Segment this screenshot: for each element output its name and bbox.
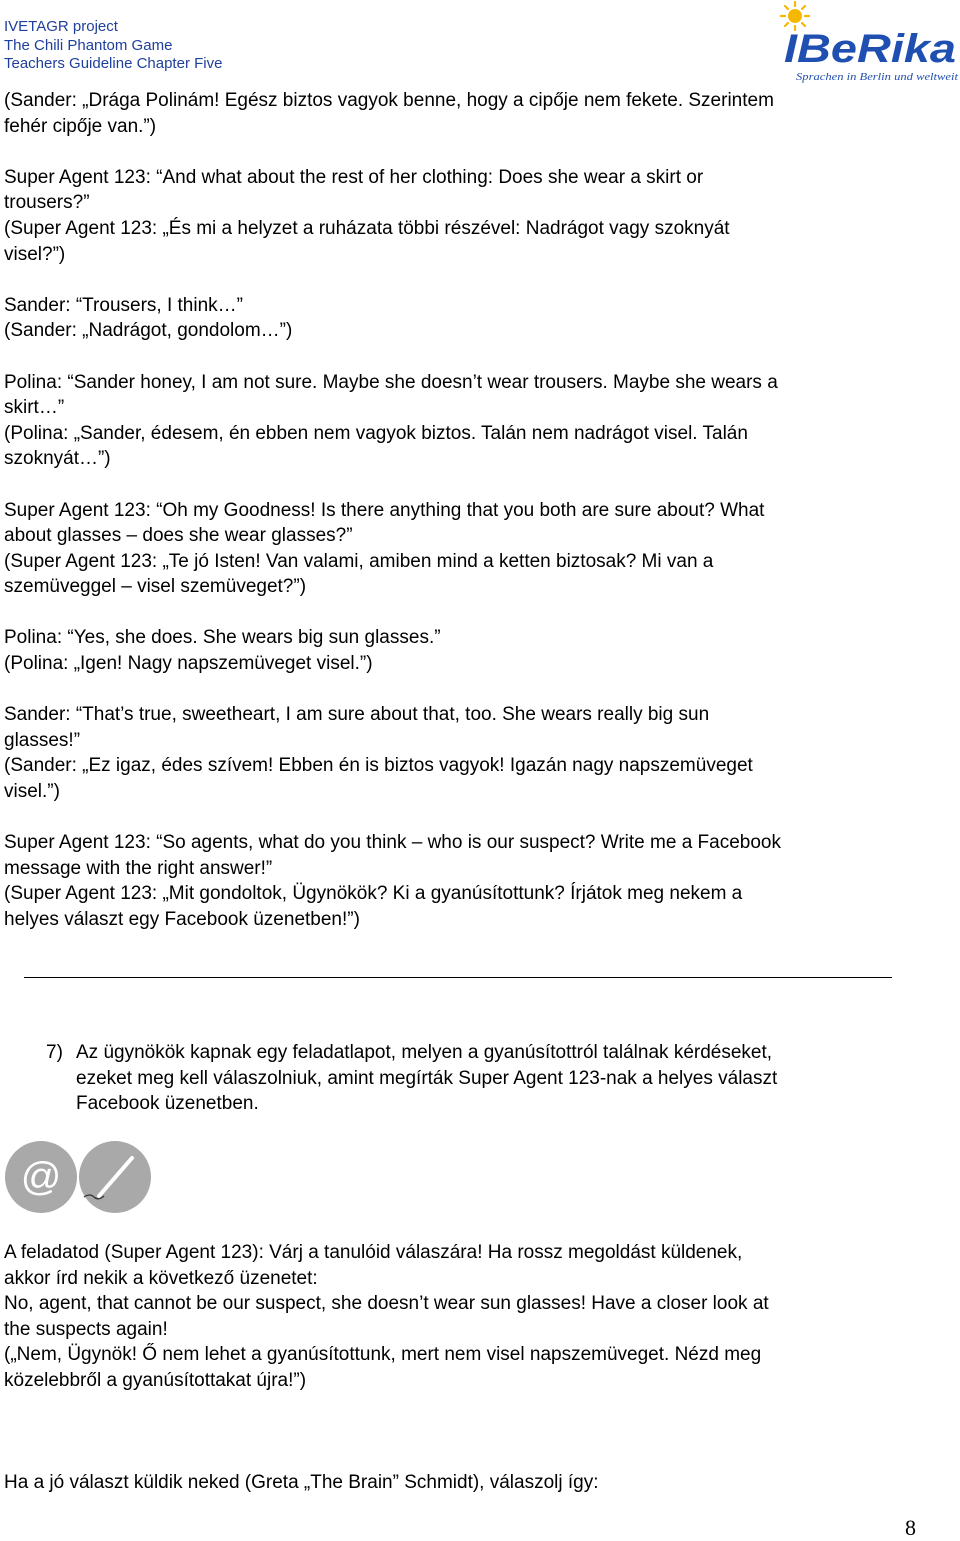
task-item: [46, 1040, 906, 1117]
pen-icon: [79, 1141, 151, 1213]
instruction-line: the suspects again!: [4, 1318, 168, 1340]
dialogue-line: message with the right answer!”: [4, 857, 273, 879]
dialogue-line: Sander: “Trousers, I think…”: [4, 294, 243, 316]
dialogue-line: (Super Agent 123: „És mi a helyzet a ruházata többi részével: Nadrágot vagy szoknyát: [4, 217, 730, 239]
dialogue-line: Super Agent 123: “And what about the rest of her clothing: Does she wear a skirt or: [4, 166, 704, 188]
dialogue-line: (Super Agent 123: „Mit gondoltok, Ügynökök? Ki a gyanúsítottunk? Írjátok meg nekem a: [4, 883, 743, 905]
dialogue-line: szemüveggel – visel szemüveget?”): [4, 576, 307, 598]
dialogue-line: glasses!”: [4, 729, 81, 751]
dialogue-line: Polina: “Sander honey, I am not sure. Maybe she doesn’t wear trousers. Maybe she wears a: [4, 371, 778, 393]
dialogue-line: szoknyát…”): [4, 448, 111, 470]
instruction-line: Ha a jó választ küldik neked (Greta „The Brain” Schmidt), válaszolj így:: [4, 1472, 599, 1493]
dialogue-line: Super Agent 123: “So agents, what do you think – who is our suspect? Write me a Facebook: [4, 832, 781, 854]
dialogue-line: (Super Agent 123: „Te jó Isten! Van valami, amiben mind a ketten biztosak? Mi van a: [4, 550, 714, 572]
dialogue-line: (Polina: „Sander, édesem, én ebben nem vagyok biztos. Talán nem nadrágot visel. Talán: [4, 422, 748, 444]
dialogue-line: Super Agent 123: “Oh my Goodness! Is there anything that you both are sure about? What: [4, 499, 765, 521]
instruction-line: No, agent, that cannot be our suspect, she doesn’t wear sun glasses! Have a closer look at: [4, 1293, 769, 1315]
svg-text:@: @: [20, 1155, 62, 1199]
dialogue-line: visel.”): [4, 781, 60, 803]
dialogue-line: (Polina: „Igen! Nagy napszemüveget visel.”): [4, 653, 373, 675]
dialogue-line: (Sander: „Nadrágot, gondolom…”): [4, 320, 293, 342]
dialogue-line: about glasses – does she wear glasses?”: [4, 525, 353, 547]
section-divider: [24, 977, 892, 978]
dialogue-line: helyes választ egy Facebook üzenetben!”): [4, 909, 360, 930]
instruction-line: („Nem, Ügynök! Ő nem lehet a gyanúsítottunk, mert nem visel napszemüveget. Nézd meg: [4, 1344, 762, 1366]
document-header: [4, 18, 222, 74]
dialogue-line: fehér cipője van.”): [4, 115, 157, 137]
task-number: 7): [46, 1042, 63, 1063]
iberika-logo: [774, 0, 960, 86]
dialogue-line: (Sander: „Drága Polinám! Egész biztos vagyok benne, hogy a cipője nem fekete. Szerintem: [4, 90, 774, 111]
dialogue-line: Polina: “Yes, she does. She wears big sun glasses.”: [4, 627, 441, 649]
final-instruction: [4, 1470, 934, 1496]
instruction-line: A feladatod (Super Agent 123): Várj a tanulóid válaszára! Ha rossz megoldást küldenek,: [4, 1242, 743, 1263]
dialogue-line: visel?”): [4, 243, 66, 265]
dialogue-line: trousers?”: [4, 192, 90, 214]
sun-icon: [781, 2, 809, 30]
dialogue-section: [4, 88, 934, 933]
task-icons: [4, 1140, 152, 1214]
task-text: Az ügynökök kapnak egy feladatlapot, melyen a gyanúsítottról találnak kérdéseket,: [76, 1042, 773, 1063]
dialogue-line: Sander: “That’s true, sweetheart, I am sure about that, too. She wears really big sun: [4, 704, 710, 726]
header-game: The Chili Phantom Game: [4, 36, 173, 54]
task-text: Facebook üzenetben.: [76, 1093, 259, 1115]
instruction-line: akkor írd nekik a következő üzenetet:: [4, 1267, 318, 1289]
dialogue-line: skirt…”: [4, 397, 65, 419]
dialogue-line: (Sander: „Ez igaz, édes szívem! Ebben én is biztos vagyok! Igazán nagy napszemüveget: [4, 755, 753, 777]
page-number: 8: [905, 1515, 916, 1540]
instructions-section: [4, 1240, 934, 1394]
email-icon: [5, 1141, 77, 1213]
logo-wordmark: IBeRika: [784, 27, 956, 71]
task-text: ezeket meg kell válaszolniuk, amint megírták Super Agent 123-nak a helyes választ: [76, 1067, 778, 1089]
logo-tagline: Sprachen in Berlin und weltweit: [796, 71, 960, 83]
header-project: IVETAGR project: [4, 18, 118, 35]
header-chapter: Teachers Guideline Chapter Five: [4, 55, 223, 72]
instruction-line: közelebbről a gyanúsítottakat újra!”): [4, 1369, 307, 1391]
